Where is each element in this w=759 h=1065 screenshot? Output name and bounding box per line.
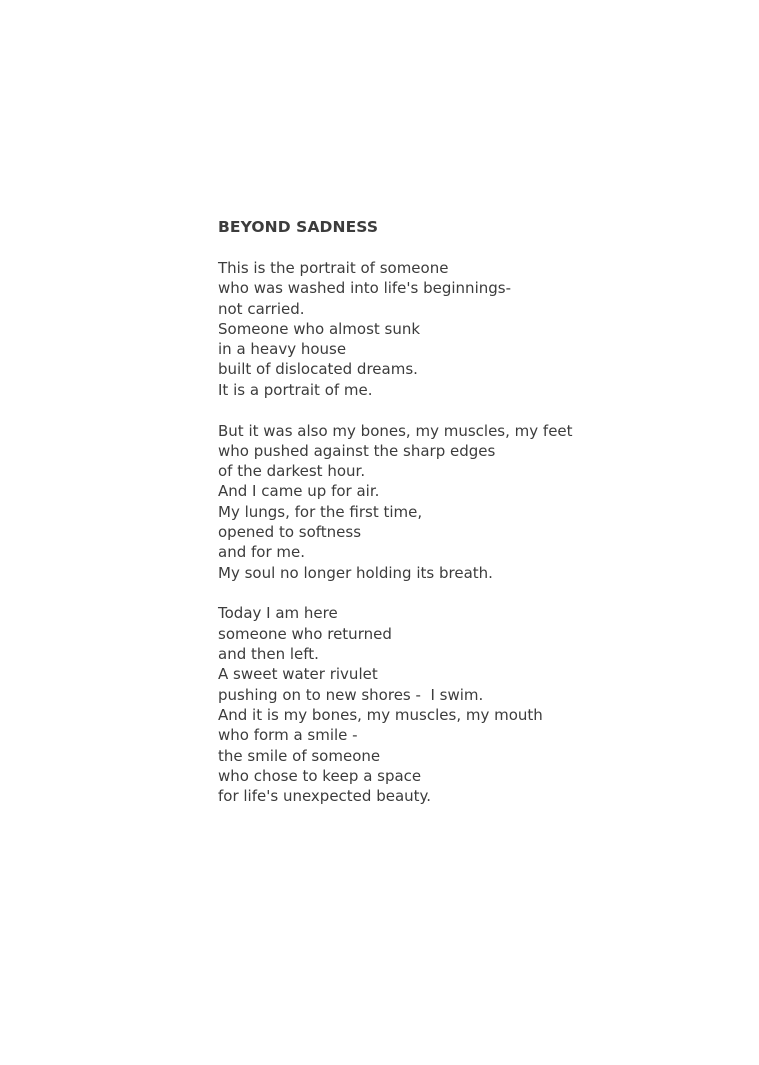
poem-line: who chose to keep a space xyxy=(218,766,422,785)
poem-line: of the darkest hour. xyxy=(218,462,366,481)
poem-line: But it was also my bones, my muscles, my feet xyxy=(218,421,573,440)
poem-line: It is a portrait of me. xyxy=(218,380,373,399)
poem-line: in a heavy house xyxy=(218,340,347,359)
poem-line: and for me. xyxy=(218,543,305,562)
poem-line: Today I am here xyxy=(218,604,338,623)
poem-line: built of dislocated dreams. xyxy=(218,360,418,379)
poem-line: someone who returned xyxy=(218,624,392,643)
stanza-2 xyxy=(218,421,738,583)
poem-title: BEYOND SADNESS xyxy=(218,218,379,236)
poem-line: for life's unexpected beauty. xyxy=(218,787,432,806)
poem-line: who pushed against the sharp edges xyxy=(218,441,496,460)
poem-line: not carried. xyxy=(218,299,305,318)
poem-line: the smile of someone xyxy=(218,746,381,765)
poem-line: This is the portrait of someone xyxy=(218,259,449,277)
poem-page xyxy=(218,216,738,827)
poem-line: Someone who almost sunk xyxy=(218,319,421,338)
poem-line: My soul no longer holding its breath. xyxy=(218,563,493,582)
poem-line: pushing on to new shores - I swim. xyxy=(218,685,484,704)
stanza-1 xyxy=(218,258,738,400)
poem-line: My lungs, for the first time, xyxy=(218,502,423,521)
poem-line: who was washed into life's beginnings- xyxy=(218,279,511,298)
poem-line: who form a smile - xyxy=(218,726,358,745)
stanza-3 xyxy=(218,603,738,806)
poem-line: A sweet water rivulet xyxy=(218,665,378,684)
poem-line: opened to softness xyxy=(218,523,362,542)
poem-line: And I came up for air. xyxy=(218,482,380,501)
poem-line: And it is my bones, my muscles, my mouth xyxy=(218,705,543,724)
poem-line: and then left. xyxy=(218,645,319,664)
